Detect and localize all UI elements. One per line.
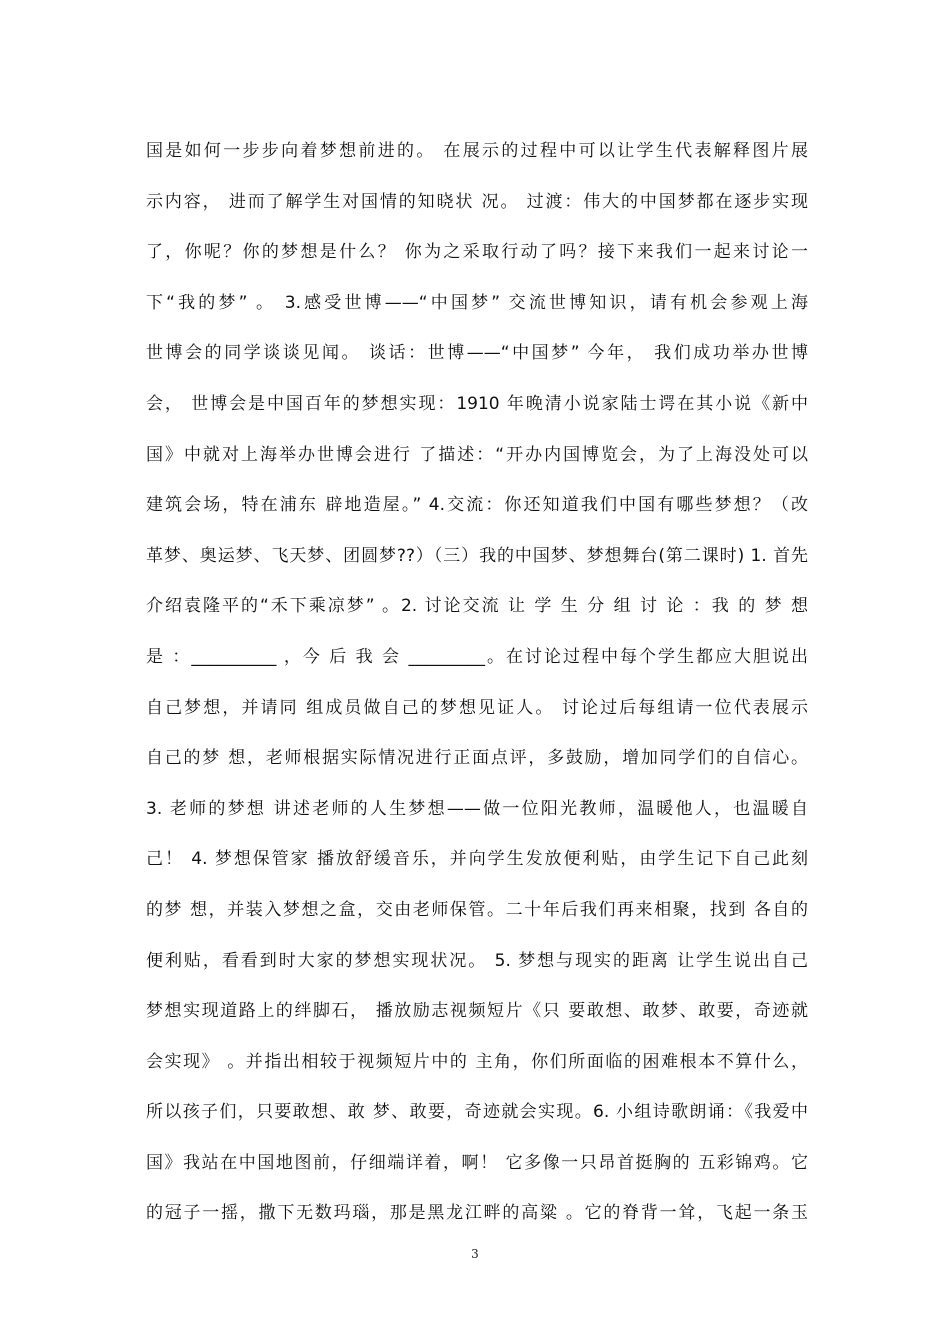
text-line: 的梦 想，并装入梦想之盒，交由老师保管。二十年后我们再来相聚，找到 各自的 <box>146 899 808 920</box>
text-line: 了，你呢？你的梦想是什么？ 你为之采取行动了吗？接下来我们一起来讨论一 <box>146 242 808 263</box>
text-line: 己！ 4. 梦想保管家 播放舒缓音乐，并向学生发放便利贴，由学生记下自己此刻 <box>146 849 808 870</box>
text-line: 自己的梦 想，老师根据实际情况进行正面点评，多鼓励，增加同学们的自信心。 <box>146 748 808 769</box>
text-line: 世博会的同学谈谈见闻。 谈话：世博——“中国梦” 今年， 我们成功举办世博 <box>146 343 808 364</box>
text-line: 介绍袁隆平的“禾下乘凉梦” 。2. 讨论交流 让 学 生 分 组 讨 论 ：我 的 梦 想 <box>146 596 808 617</box>
text-line: 所以孩子们，只要敢想、敢 梦、敢要，奇迹就会实现。6. 小组诗歌朗诵：《我爱中 <box>146 1102 808 1123</box>
text-line: 会实现》 。并指出相较于视频短片中的 主角，你们所面临的困难根本不算什么， <box>146 1051 808 1072</box>
text-line: 3. 老师的梦想 讲述老师的人生梦想——做一位阳光教师，温暖他人，也温暖自 <box>146 798 808 819</box>
text-line: 自己梦想，并请同 组成员做自己的梦想见证人。 讨论过后每组请一位代表展示 <box>146 697 808 718</box>
text-line: 是 ：__________ ，今 后 我 会 _________。在讨论过程中每个学生都应大胆说出 <box>146 646 808 667</box>
page-number: 3 <box>471 1247 479 1261</box>
text-line: 的冠子一摇，撒下无数玛瑙，那是黑龙江畔的高粱 。它的脊背一耸，飞起一条玉 <box>146 1203 808 1224</box>
text-line: 国是如何一步步向着梦想前进的。 在展示的过程中可以让学生代表解释图片展 <box>146 141 808 161</box>
text-line: 便利贴，看看到时大家的梦想实现状况。 5. 梦想与现实的距离 让学生说出自己 <box>146 950 808 971</box>
text-line: 建筑会场，特在浦东 辟地造屋。” 4.交流：你还知道我们中国有哪些梦想？（改 <box>146 495 808 516</box>
text-line: 梦想实现道路上的绊脚石， 播放励志视频短片《只 要敢想、敢梦、敢要，奇迹就 <box>146 1001 808 1022</box>
text-line: 示内容， 进而了解学生对国情的知晓状 况。 过渡：伟大的中国梦都在逐步实现 <box>146 191 808 212</box>
text-line: 革梦、奥运梦、飞天梦、团圆梦??）（三）我的中国梦、梦想舞台(第二课时) 1. 首先 <box>146 545 808 566</box>
text-line: 国》我站在中国地图前，仔细端详着，啊！ 它多像一只昂首挺胸的 五彩锦鸡。它 <box>146 1152 808 1173</box>
text-line: 会， 世博会是中国百年的梦想实现：1910 年晚清小说家陆士谔在其小说《新中 <box>146 393 808 414</box>
text-line: 国》中就对上海举办世博会进行 了描述：“开办内国博览会，为了上海没处可以 <box>146 444 808 465</box>
body-text <box>146 126 808 1239</box>
text-line: 下“我的梦” 。 3.感受世博——“中国梦” 交流世博知识，请有机会参观上海 <box>146 292 808 313</box>
